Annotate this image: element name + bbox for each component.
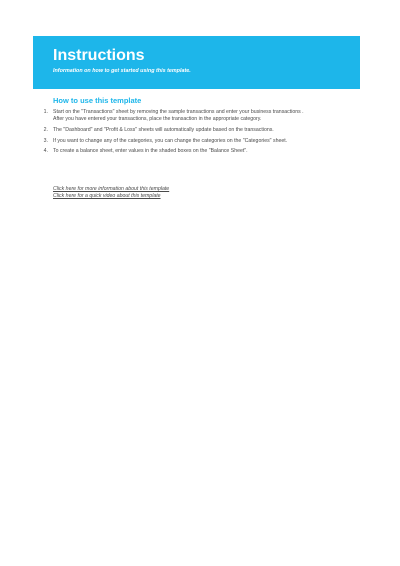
step-text: Start on the "Transactions" sheet by removing the sample transactions and enter your business transactions . After you have entered your transactions, place the transaction in the appropriate category. xyxy=(53,109,304,122)
video-link[interactable]: Click here for a quick video about this template xyxy=(53,193,161,199)
section-heading: How to use this template xyxy=(53,96,142,105)
page-title: Instructions xyxy=(53,47,145,64)
step-number: 3. xyxy=(43,137,48,144)
step-text: The "Dashboard" and "Profit & Loss" sheets will automatically update based on the transactions. xyxy=(53,126,274,133)
step-text: If you want to change any of the categories, you can change the categories on the "Categories" sheet. xyxy=(53,137,288,144)
header-banner xyxy=(33,36,360,89)
step-item xyxy=(36,148,356,155)
step-text: To create a balance sheet, enter values in the shaded boxes on the "Balance Sheet". xyxy=(53,147,248,154)
step-number: 4. xyxy=(43,147,48,154)
step-item xyxy=(36,138,356,145)
help-links xyxy=(53,186,169,200)
instruction-steps xyxy=(36,109,356,158)
step-number: 1. xyxy=(43,109,48,115)
page-subtitle: Information on how to get started using this template. xyxy=(53,68,191,74)
more-info-link[interactable]: Click here for more information about this template xyxy=(53,186,170,192)
step-item xyxy=(36,109,356,122)
step-number: 2. xyxy=(43,126,48,133)
step-item xyxy=(36,127,356,134)
